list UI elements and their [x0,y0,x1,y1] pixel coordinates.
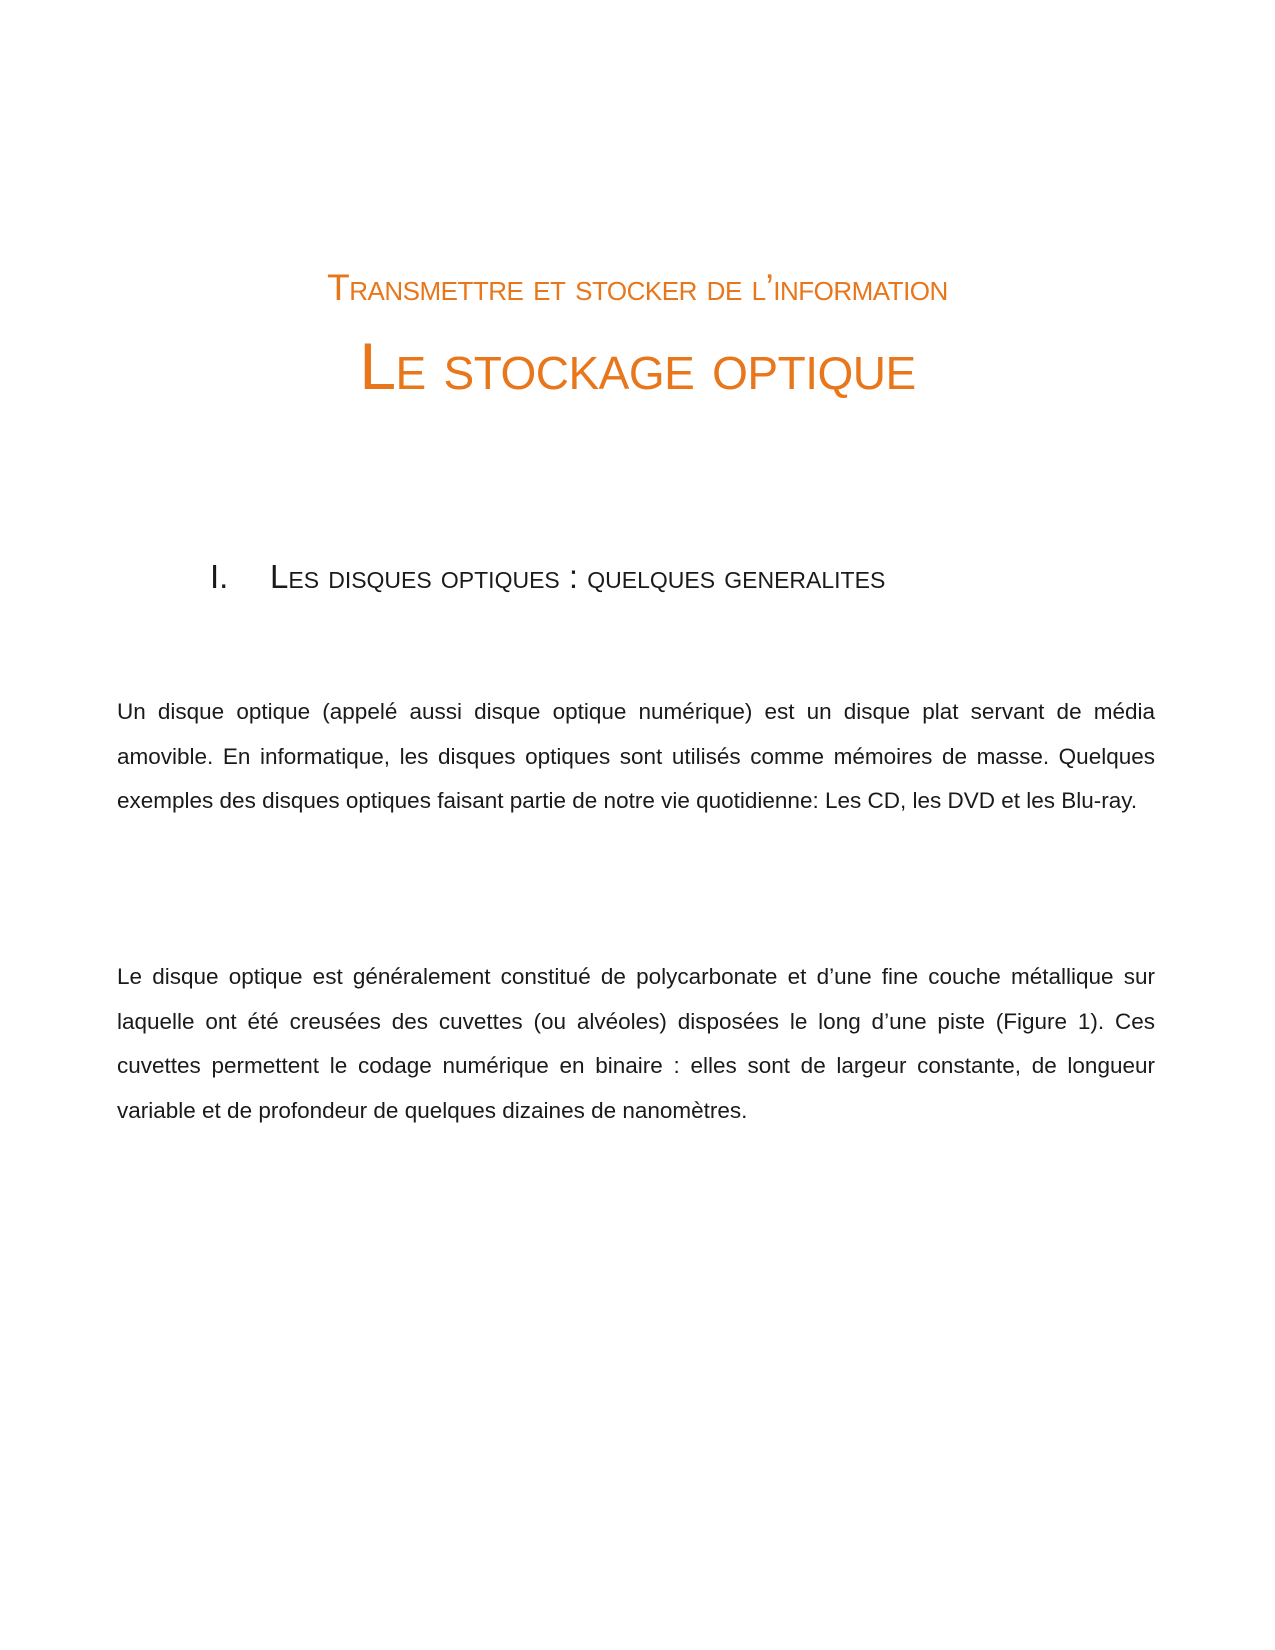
paragraph: Un disque optique (appelé aussi disque optique numérique) est un disque plat servant de média amovible. En informatique, les disques optiques sont utilisés comme mémoires de masse. Quelques exemples des disques optiques faisant partie de notre vie quotidienne: Les CD, les DVD et les Blu-ray. [117,699,1155,814]
document-title: Le stockage optique [359,329,916,403]
document-supertitle: Transmettre et stocker de l’information [327,267,948,308]
paragraph: Le disque optique est généralement constitué de polycarbonate et d’une fine couche métallique sur laquelle ont été creusées des cuvettes (ou alvéoles) disposées le long d’une piste (Figure 1). Ces cuvettes permettent le codage numérique en binaire : elles sont de largeur constante, de longueur variable et de profondeur de quelques dizaines de nanomètres. [117,964,1155,1124]
section-heading [210,556,1110,598]
section-number: I. [210,558,229,595]
section-heading-text: Les disques optiques : quelques generalites [270,558,886,595]
